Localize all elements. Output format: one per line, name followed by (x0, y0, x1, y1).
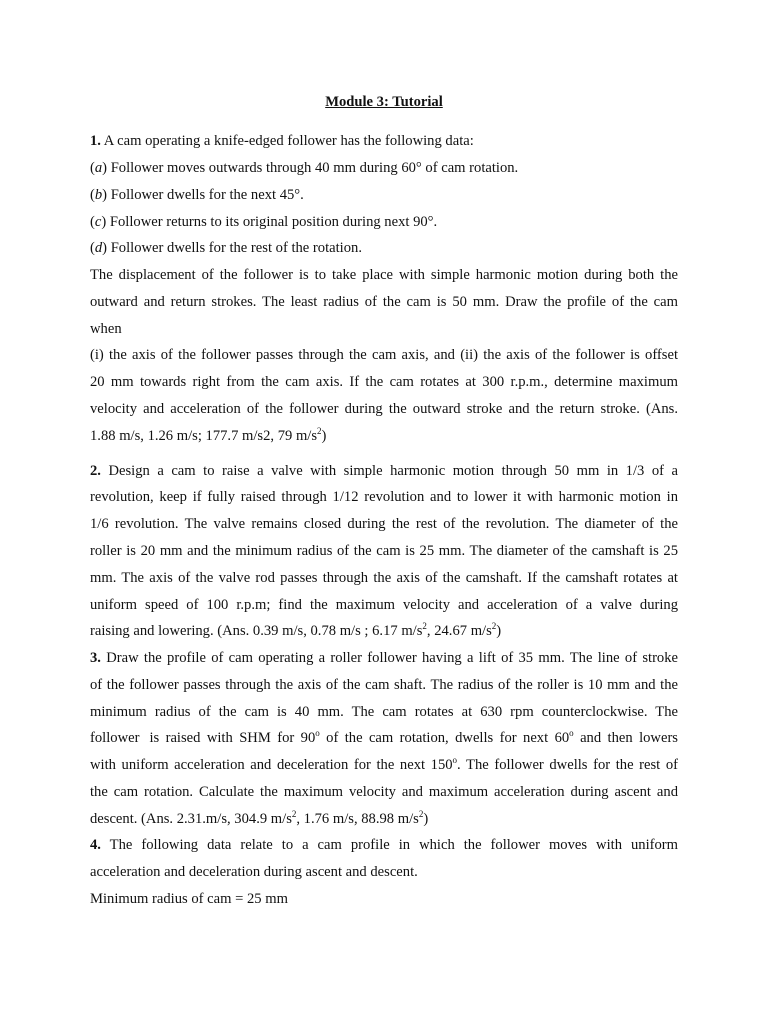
q3-line-5-sup: o (452, 755, 458, 766)
q3-line-1 (90, 648, 678, 668)
q1-answer-close: ) (321, 428, 327, 444)
q1-answer-text: 1.88 m/s, 1.26 m/s; 177.7 m/s2, 79 m/s (90, 428, 318, 444)
q1-item-d: (d) Follower dwells for the rest of the rotation. (90, 240, 362, 256)
q3-answer-sup-1: 2 (291, 809, 297, 820)
q3-line-4-part-2: is raised with SHM for 90 (149, 730, 316, 746)
q1-line-2: outward and return strokes. The least radius of the cam is 50 mm. Draw the profile of the cam (90, 294, 678, 310)
q1-line-4: (i) the axis of the follower passes through the cam axis, and (ii) the axis of the follower is offset (90, 347, 678, 363)
q2-line-6: uniform speed of 100 r.p.m; find the maximum velocity and acceleration of a valve during (90, 597, 678, 613)
q2-line-3: 1/6 revolution. The valve remains closed during the rest of the revolution. The diameter of the (90, 516, 678, 532)
q2-first-text: Design a cam to raise a valve with simple harmonic motion through 50 mm in 1/3 of a (100, 463, 678, 479)
q3-line-2: of the follower passes through the axis of the cam shaft. The radius of the roller is 10 mm and the (90, 677, 678, 693)
q3-answer-part-1: descent. (Ans. 2.31.m/s, 304.9 m/s (90, 811, 292, 827)
q2-answer-part-2: , 24.67 m/s (426, 623, 492, 639)
q2-line-1 (90, 461, 678, 481)
q2-line-7 (90, 621, 501, 641)
q1-intro (90, 131, 474, 151)
q1-line-5: 20 mm towards right from the cam axis. If the cam rotates at 300 r.p.m., determine maximum (90, 374, 678, 390)
q4-line-1 (90, 835, 678, 855)
q4-line-2: acceleration and deceleration during ascent and descent. (90, 864, 418, 880)
q1-item-c-text: Follower returns to its original position during next 90°. (106, 214, 438, 230)
q3-line-4-sup-2: o (569, 728, 574, 739)
q1-item-b-text: Follower dwells for the next 45°. (107, 187, 304, 203)
q1-item-c: (c) Follower returns to its original position during next 90°. (90, 214, 438, 230)
q1-item-a: (a) Follower moves outwards through 40 mm during 60° of cam rotation. (90, 160, 519, 176)
q1-answer-sup: 2 (317, 426, 322, 437)
q1-item-d-text: Follower dwells for the rest of the rotation. (107, 240, 362, 256)
q1-line-1: The displacement of the follower is to take place with simple harmonic motion during both the (90, 267, 678, 283)
q4-line-3: Minimum radius of cam = 25 mm (90, 891, 288, 907)
q2-answer-part-1: raising and lowering. (Ans. 0.39 m/s, 0.78 m/s ; 6.17 m/s (90, 623, 423, 639)
q2-answer-close: ) (496, 623, 502, 639)
q3-answer-close: ) (423, 811, 429, 827)
q2-line-4: roller is 20 mm and the minimum radius of the cam is 25 mm. The diameter of the camshaft is 25 (90, 543, 678, 559)
q3-line-4-part-1: follower (90, 730, 140, 746)
q1-line-3: when (90, 321, 122, 337)
q3-line-4-part-4: and then lowers (573, 730, 678, 746)
q3-line-5-part-2: . The follower dwells for the rest of (457, 757, 678, 773)
q4-first-text: The following data relate to a cam profile in which the follower moves with uniform (100, 837, 678, 853)
q1-item-b-label: b (94, 187, 103, 203)
q3-line-4 (90, 728, 678, 748)
q3-line-4-sup-1: o (315, 728, 320, 739)
q1-item-d-label: d (94, 240, 103, 256)
q1-item-a-label: a (94, 160, 103, 176)
q3-first-text: Draw the profile of cam operating a roller follower having a lift of 35 mm. The line of stroke (100, 650, 678, 666)
q2-number: 2. (90, 463, 101, 479)
q1-item-a-text: Follower moves outwards through 40 mm during 60° of cam rotation. (107, 160, 519, 176)
q3-line-7 (90, 809, 428, 829)
q2-line-5: mm. The axis of the valve rod passes through the axis of the camshaft. If the camshaft rotates at (90, 570, 678, 586)
q3-answer-sup-2: 2 (418, 809, 424, 820)
q2-line-2: revolution, keep if fully raised through 1/12 revolution and to lower it with harmonic motion in (90, 489, 678, 505)
q3-answer-part-2: , 1.76 m/s, 88.98 m/s (296, 811, 419, 827)
q1-number: 1. (90, 133, 101, 149)
q4-number: 4. (90, 837, 101, 853)
q3-line-6: the cam rotation. Calculate the maximum velocity and maximum acceleration during ascent and (90, 784, 678, 800)
q3-number: 3. (90, 650, 101, 666)
q3-line-5-part-1: with uniform acceleration and deceleration for the next 150 (90, 757, 453, 773)
q3-line-5 (90, 755, 678, 775)
q3-line-3: minimum radius of the cam is 40 mm. The cam rotates at 630 rpm counterclockwise. The (90, 704, 678, 720)
q3-line-4-part-3: of the cam rotation, dwells for next 60 (319, 730, 570, 746)
q2-answer-sup-1: 2 (422, 621, 427, 632)
q1-line-6: velocity and acceleration of the follower during the outward stroke and the return stroke. (Ans. (90, 401, 678, 417)
q2-answer-sup-2: 2 (491, 621, 497, 632)
q1-answer (90, 426, 326, 446)
q1-item-b: (b) Follower dwells for the next 45°. (90, 187, 304, 203)
q1-intro-text: A cam operating a knife-edged follower has the following data: (100, 133, 474, 149)
q1-item-c-label: c (94, 214, 102, 230)
page-title: Module 3: Tutorial (325, 94, 443, 110)
